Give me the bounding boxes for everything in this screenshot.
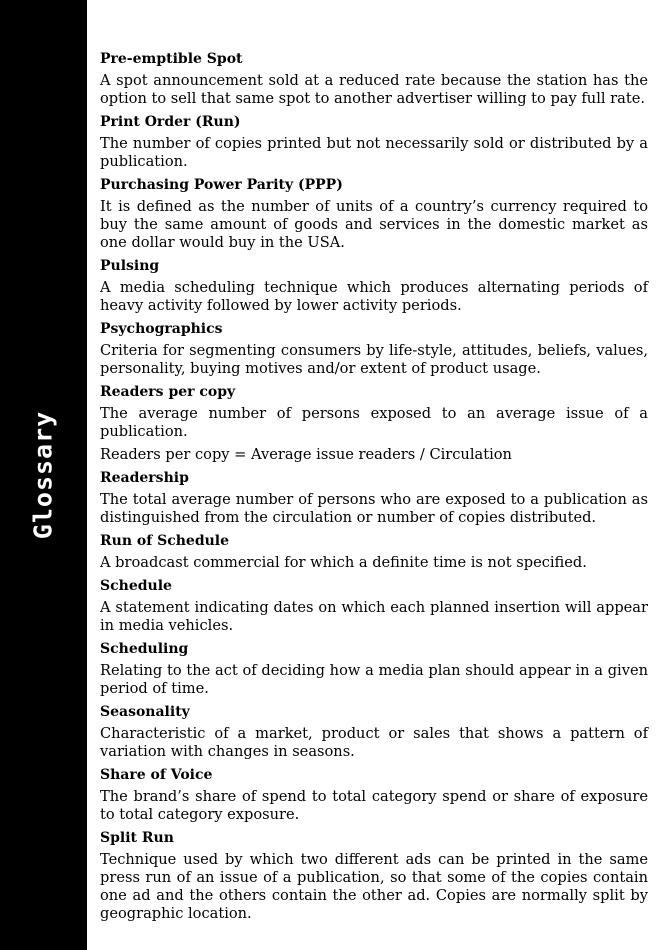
glossary-entry [100,829,648,923]
glossary-term: Readers per copy [100,384,236,400]
glossary-entry [100,703,648,761]
glossary-definition: The average number of persons exposed to an average issue of a publication. [100,405,648,440]
glossary-term: Psychographics [100,321,223,337]
glossary-entry [100,257,648,315]
glossary-entry [100,640,648,698]
glossary-definition: Technique used by which two different ads can be printed in the same press run of an issue of a publication, so that some of the copies contain one ad and the others contain the other ad. Copies are normally split by geographic location. [100,851,648,922]
glossary-term: Print Order (Run) [100,114,241,130]
glossary-term: Scheduling [100,641,189,657]
glossary-term: Purchasing Power Parity (PPP) [100,177,343,193]
glossary-definition: The total average number of persons who are exposed to a publication as distinguished from the circulation or number of copies distributed. [100,491,648,526]
glossary-entry [100,532,648,572]
glossary-definition: Characteristic of a market, product or sales that shows a pattern of variation with changes in seasons. [100,725,648,760]
glossary-entry [100,113,648,171]
glossary-definition: Criteria for segmenting consumers by life-style, attitudes, beliefs, values, personality, buying motives and/or extent of product usage. [100,342,648,377]
glossary-term: Pre-emptible Spot [100,51,243,67]
glossary-entry [100,50,648,108]
sidebar-label: Glossary [28,410,58,540]
glossary-definition: A statement indicating dates on which each planned insertion will appear in media vehicles. [100,599,648,634]
glossary-entry [100,176,648,252]
glossary-entry [100,577,648,635]
glossary-definition: The number of copies printed but not necessarily sold or distributed by a publication. [100,135,648,170]
glossary-term: Split Run [100,830,174,846]
glossary-entry [100,383,648,464]
glossary-content [100,50,648,928]
glossary-formula: Readers per copy = Average issue readers / Circulation [100,446,512,463]
glossary-entry [100,469,648,527]
glossary-term: Readership [100,470,189,486]
glossary-entry [100,320,648,378]
glossary-definition: The brand’s share of spend to total category spend or share of exposure to total category exposure. [100,788,648,823]
glossary-term: Pulsing [100,258,160,274]
glossary-term: Run of Schedule [100,533,230,549]
glossary-term: Share of Voice [100,767,213,783]
glossary-definition: A spot announcement sold at a reduced rate because the station has the option to sell that same spot to another advertiser willing to pay full rate. [100,72,648,107]
glossary-definition: Relating to the act of deciding how a media plan should appear in a given period of time. [100,662,648,697]
glossary-definition: A media scheduling technique which produces alternating periods of heavy activity followed by lower activity periods. [100,279,648,314]
glossary-term: Seasonality [100,704,190,720]
glossary-definition: A broadcast commercial for which a definite time is not specified. [100,554,587,571]
glossary-entry [100,766,648,824]
glossary-term: Schedule [100,578,172,594]
glossary-sidebar [0,0,87,950]
glossary-definition: It is defined as the number of units of a country’s currency required to buy the same amount of goods and services in the domestic market as one dollar would buy in the USA. [100,198,648,251]
